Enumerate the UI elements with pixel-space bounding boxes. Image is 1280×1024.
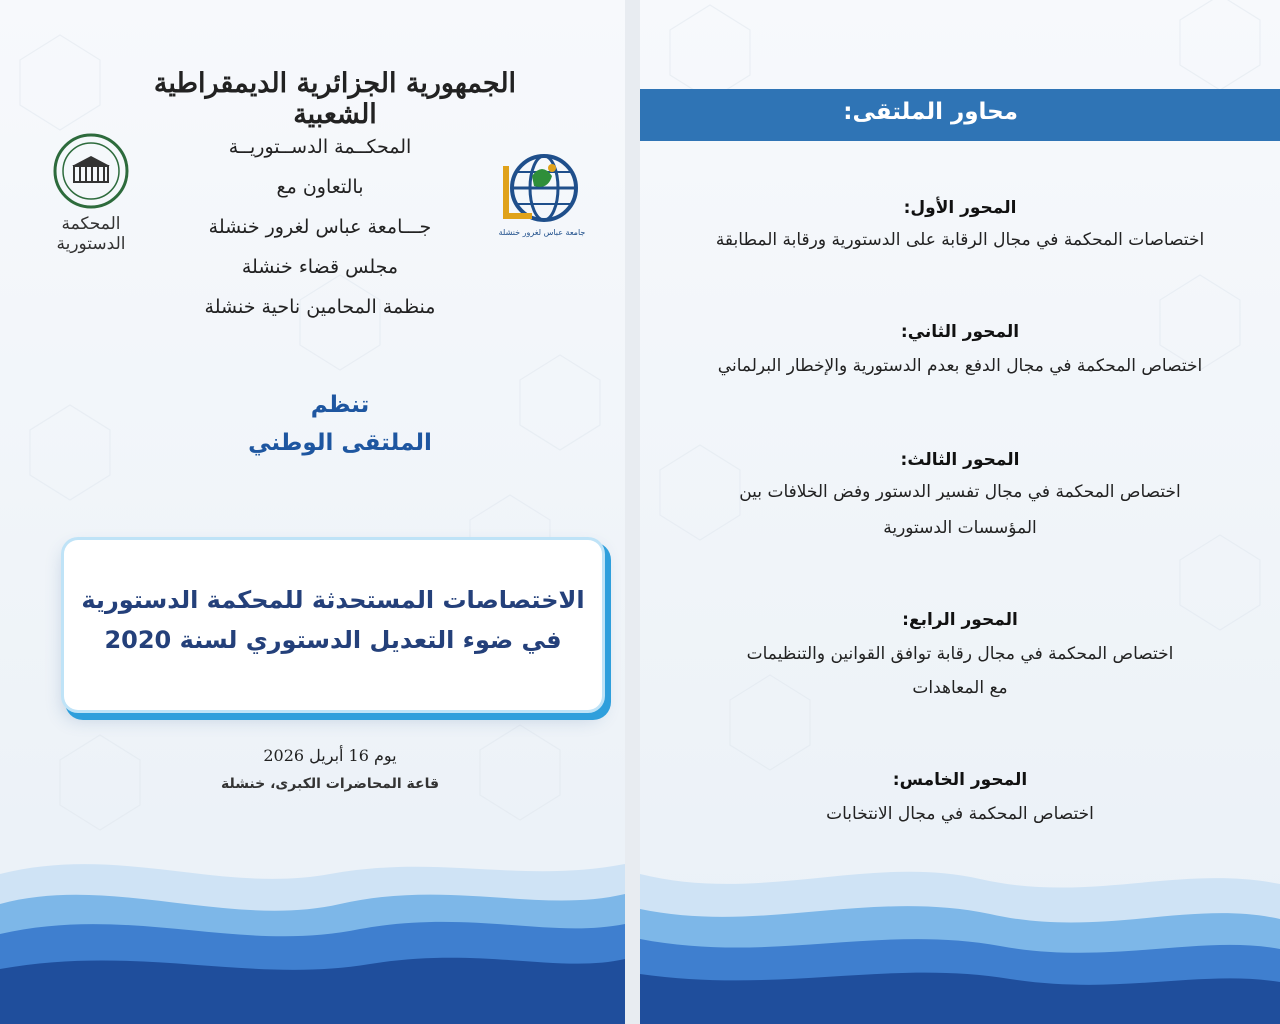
axis-1-title: المحور الأول:: [903, 198, 1017, 218]
axis-4-title: المحور الرابع:: [902, 610, 1018, 630]
decorative-waves: [640, 834, 1280, 1024]
organizer-line-judicial-council: مجلس قضاء خنشلة: [241, 256, 399, 278]
court-logo-caption: المحكمة الدستورية: [56, 214, 126, 254]
organizer-line-bar-association: منظمة المحامين ناحية خنشلة: [204, 296, 436, 318]
republic-heading: الجمهورية الجزائرية الديمقراطية الشعبية: [153, 68, 517, 130]
event-venue: قاعة المحاضرات الكبرى، خنشلة: [220, 776, 440, 792]
axis-5-title: المحور الخامس:: [892, 770, 1028, 790]
constitutional-court-seal-icon: [52, 132, 130, 210]
forum-title-line-2: في ضوء التعديل الدستوري لسنة 2020: [104, 626, 562, 654]
axis-2-title: المحور الثاني:: [900, 322, 1020, 342]
national-forum-label: الملتقى الوطني: [248, 430, 432, 456]
axis-2-description: اختصاص المحكمة في مجال الدفع بعدم الدستورية والإخطار البرلماني: [717, 356, 1203, 376]
axis-3-description-line-1: اختصاص المحكمة في مجال تفسير الدستور وفض الخلافات بين: [739, 482, 1181, 502]
left-page: [0, 0, 625, 1024]
axis-5-description: اختصاص المحكمة في مجال الانتخابات: [826, 804, 1094, 824]
university-logo-caption: جامعة عباس لغرور خنشلة: [498, 228, 586, 237]
right-page: [640, 0, 1280, 1024]
organizer-line-university: جـــامعة عباس لغرور خنشلة: [208, 216, 432, 238]
axis-1-description: اختصاصات المحكمة في مجال الرقابة على الدستورية ورقابة المطابقة: [715, 230, 1205, 250]
organizes-label: تنظم: [310, 392, 370, 418]
forum-title-line-1: الاختصاصات المستحدثة للمحكمة الدستورية: [81, 586, 585, 614]
event-date: يوم 16 أبريل 2026: [263, 746, 397, 765]
axes-heading: محاور الملتقى:: [843, 99, 1018, 125]
forum-title-card: [64, 540, 602, 710]
university-logo-icon: [492, 148, 592, 240]
axis-3-title: المحور الثالث:: [900, 450, 1020, 470]
axis-3-description-line-2: المؤسسات الدستورية: [883, 518, 1037, 538]
page-gutter: [625, 0, 640, 1024]
organizer-line-court: المحكــمة الدســتوريــة: [228, 136, 412, 158]
axis-4-description-line-1: اختصاص المحكمة في مجال رقابة توافق القوانين والتنظيمات: [746, 644, 1174, 664]
organizer-line-cooperation: بالتعاون مع: [276, 176, 364, 198]
decorative-waves: [0, 834, 625, 1024]
axis-4-description-line-2: مع المعاهدات: [912, 678, 1008, 698]
axes-header-bar: [640, 89, 1280, 141]
